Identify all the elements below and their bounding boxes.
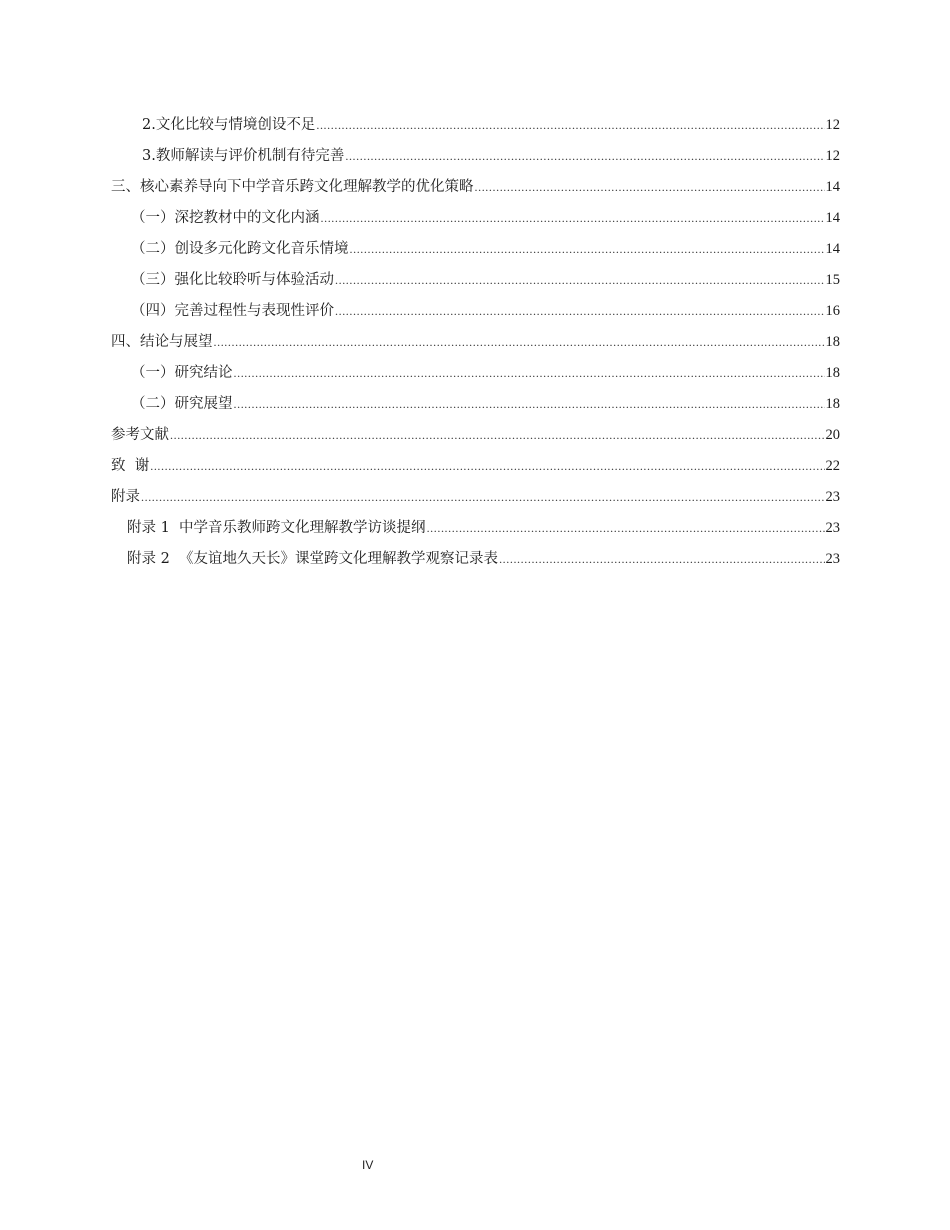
toc-entry-title: 致 谢 (111, 458, 150, 474)
toc-entry-title: 附录 (111, 489, 140, 505)
dot-leader (234, 390, 825, 418)
toc-entry[interactable] (111, 266, 840, 297)
toc-entry[interactable] (111, 142, 840, 173)
toc-entry-page: 23 (825, 489, 840, 505)
dot-leader (234, 359, 825, 387)
toc-entry-page: 15 (825, 272, 840, 288)
toc-entry-title: 参考文献 (111, 427, 169, 443)
toc-entry-page: 20 (825, 427, 840, 443)
dot-leader (335, 297, 825, 325)
toc-entry[interactable] (111, 204, 840, 235)
toc-entry-title: 附录 1 中学音乐教师跨文化理解教学访谈提纲 (127, 520, 426, 536)
toc-entry-page: 16 (825, 303, 840, 319)
toc-entry[interactable] (111, 235, 840, 266)
toc-entry-title: 2.文化比较与情境创设不足 (142, 117, 316, 133)
toc-entry-title: （三）强化比较聆听与体验活动 (131, 272, 334, 288)
dot-leader (150, 452, 824, 480)
toc-entry-page: 23 (825, 520, 840, 536)
toc-entry[interactable] (111, 173, 840, 204)
toc-entry-title: 附录 2 《友谊地久天长》课堂跨文化理解教学观察记录表 (127, 551, 499, 567)
toc-entry-page: 12 (825, 148, 840, 164)
toc-entry[interactable] (111, 452, 840, 483)
toc-entry[interactable] (111, 328, 840, 359)
dot-leader (316, 111, 824, 139)
dot-leader (141, 483, 825, 511)
toc-entry-page: 18 (825, 334, 840, 350)
toc-entry-title: （一）深挖教材中的文化内涵 (131, 210, 320, 226)
toc-entry[interactable] (111, 111, 840, 142)
dot-leader (345, 142, 824, 170)
dot-leader (499, 545, 824, 573)
toc-entry-title: （一）研究结论 (131, 365, 233, 381)
page-number: IV (362, 1158, 374, 1172)
dot-leader (321, 204, 825, 232)
dot-leader (214, 328, 825, 356)
toc-entry[interactable] (111, 483, 840, 514)
toc-entry-title: （二）创设多元化跨文化音乐情境 (131, 241, 349, 257)
toc-entry-title: 3.教师解读与评价机制有待完善 (142, 148, 345, 164)
toc-entry-page: 14 (825, 241, 840, 257)
toc-entry-title: 四、结论与展望 (111, 334, 213, 350)
toc-entry-page: 14 (825, 210, 840, 226)
toc-entry-page: 22 (825, 458, 840, 474)
toc-entry[interactable] (111, 545, 840, 576)
toc-entry-page: 14 (825, 179, 840, 195)
toc-entry[interactable] (111, 421, 840, 452)
table-of-contents (111, 111, 840, 576)
toc-entry-title: （二）研究展望 (131, 396, 233, 412)
toc-entry-page: 12 (825, 117, 840, 133)
toc-entry[interactable] (111, 390, 840, 421)
toc-entry-title: （四）完善过程性与表现性评价 (131, 303, 334, 319)
dot-leader (170, 421, 825, 449)
dot-leader (335, 266, 825, 294)
toc-entry-page: 18 (825, 365, 840, 381)
dot-leader (350, 235, 825, 263)
toc-entry-page: 18 (825, 396, 840, 412)
toc-entry[interactable] (111, 514, 840, 545)
dot-leader (475, 173, 825, 201)
toc-entry[interactable] (111, 359, 840, 390)
toc-entry-title: 三、核心素养导向下中学音乐跨文化理解教学的优化策略 (111, 179, 474, 195)
toc-entry[interactable] (111, 297, 840, 328)
dot-leader (427, 514, 825, 542)
toc-entry-page: 23 (825, 551, 840, 567)
